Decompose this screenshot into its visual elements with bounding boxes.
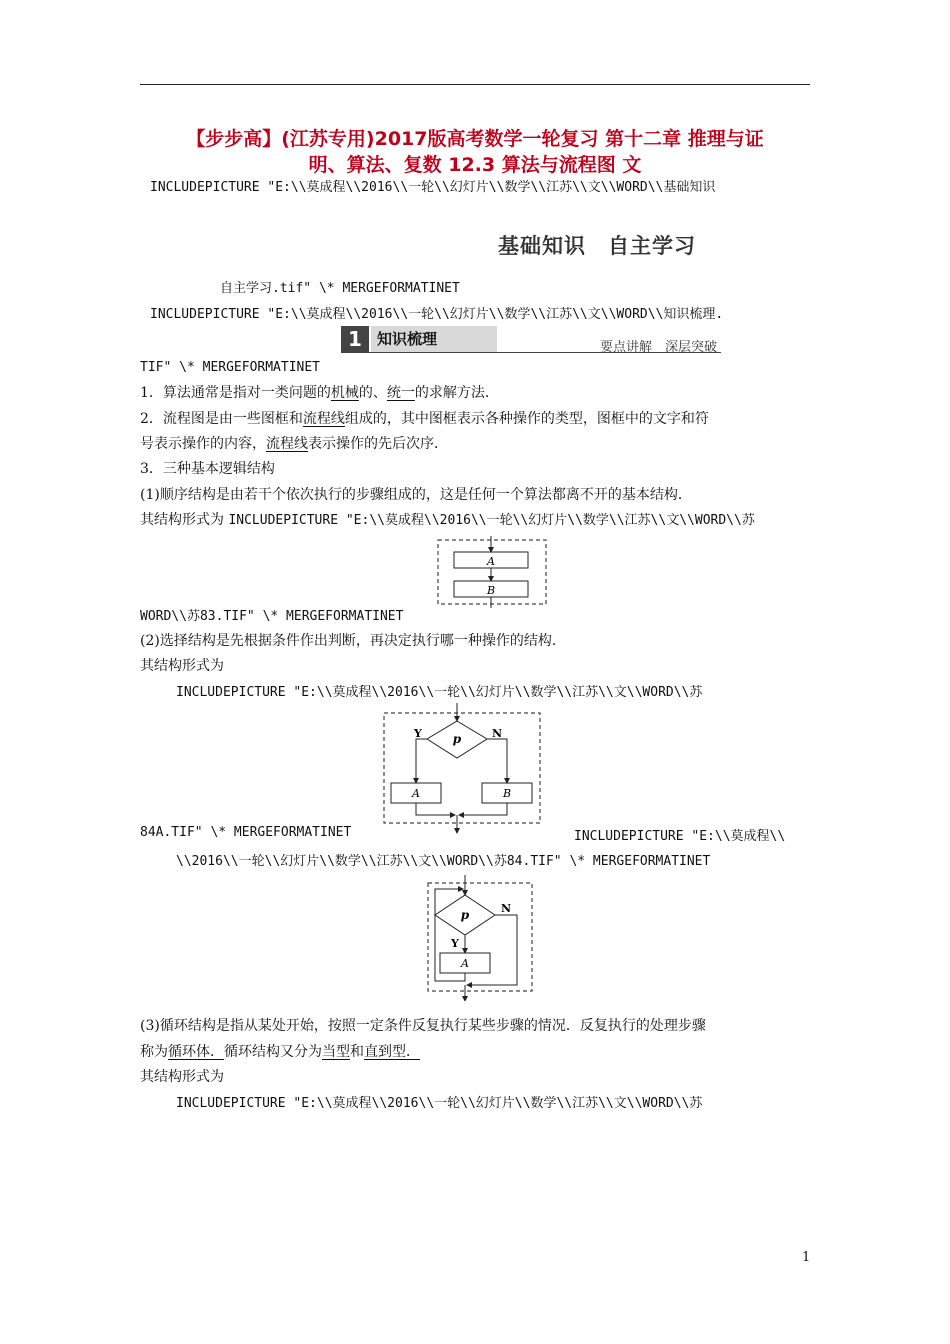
field-code: INCLUDEPICTURE "E:\\莫成程\\2016\\一轮\\幻灯片\\数学\\江苏\\文\\WORD\\苏 bbox=[176, 1096, 703, 1111]
banner-label: 知识梳理 bbox=[371, 326, 497, 352]
sel-cond: p bbox=[452, 732, 462, 746]
paragraph-1: 1．算法通常是指对一类问题的机械的、统一的求解方法． bbox=[140, 385, 499, 401]
loop-structure-diagram bbox=[425, 875, 537, 1001]
field-code: 自主学习.tif" \* MERGEFORMATINET bbox=[220, 281, 460, 296]
field-code: INCLUDEPICTURE "E:\\莫成程\\2016\\一轮\\幻灯片\\数学\\江苏\\文\\WORD\\知识梳理. bbox=[150, 307, 724, 322]
paragraph-3-2b: 其结构形式为 bbox=[140, 658, 224, 674]
field-code: INCLUDEPICTURE "E:\\莫成程\\2016\\一轮\\幻灯片\\数学\\江苏\\文\\WORD\\苏 bbox=[176, 685, 703, 700]
section-heading: 基础知识 自主学习 bbox=[498, 234, 696, 258]
field-code: INCLUDEPICTURE "E:\\莫成程\\2016\\一轮\\幻灯片\\数学\\江苏\\文\\WORD\\基础知识 bbox=[150, 180, 716, 195]
field-code: WORD\\苏83.TIF" \* MERGEFORMATINET bbox=[140, 609, 404, 624]
paragraph-3-3: (3)循环结构是指从某处开始，按照一定条件反复执行某些步骤的情况．反复执行的处理步骤 bbox=[140, 1018, 706, 1034]
field-code: TIF" \* MERGEFORMATINET bbox=[140, 360, 321, 375]
paragraph-2: 2．流程图是由一些图框和流程线组成的，其中图框表示各种操作的类型，图框中的文字和符 bbox=[140, 411, 709, 427]
loop-cond: p bbox=[460, 908, 470, 922]
sel-box-b: B bbox=[502, 787, 512, 800]
paragraph-3-2: (2)选择结构是先根据条件作出判断，再决定执行哪一种操作的结构． bbox=[140, 633, 566, 649]
seq-box-b: B bbox=[486, 584, 496, 597]
sequence-structure-diagram bbox=[436, 536, 548, 608]
field-code: INCLUDEPICTURE "E:\\莫成程\\ bbox=[574, 829, 786, 844]
paragraph-3: 3．三种基本逻辑结构 bbox=[140, 461, 275, 477]
loop-no-label: N bbox=[501, 902, 512, 915]
loop-yes-label: Y bbox=[451, 937, 459, 950]
header-rule bbox=[140, 84, 810, 85]
knowledge-banner bbox=[341, 326, 721, 354]
banner-right: 要点讲解 深层突破 bbox=[599, 340, 717, 355]
paragraph-2-cont: 号表示操作的内容，流程线表示操作的先后次序． bbox=[140, 436, 448, 452]
paragraph-3-3-cont: 称为循环体．循环结构又分为当型和直到型． bbox=[140, 1044, 420, 1060]
banner-number: 1 bbox=[341, 326, 369, 352]
paragraph-3-1b: 其结构形式为 INCLUDEPICTURE "E:\\莫成程\\2016\\一轮\\幻灯片\\数学\\江苏\\文\\WORD\\苏 bbox=[140, 512, 755, 528]
sel-yes-label: Y bbox=[414, 727, 422, 740]
loop-box-a: A bbox=[461, 957, 469, 970]
selection-structure-diagram bbox=[380, 703, 546, 835]
field-code: 84A.TIF" \* MERGEFORMATINET bbox=[140, 825, 352, 840]
sel-no-label: N bbox=[492, 727, 503, 740]
seq-box-a: A bbox=[487, 555, 495, 568]
sel-box-a: A bbox=[412, 787, 420, 800]
paragraph-3-3b: 其结构形式为 bbox=[140, 1069, 224, 1085]
paragraph-3-1: (1)顺序结构是由若干个依次执行的步骤组成的，这是任何一个算法都离不开的基本结构． bbox=[140, 487, 692, 503]
field-code: \\2016\\一轮\\幻灯片\\数学\\江苏\\文\\WORD\\苏84.TIF" \* MERGEFORMATINET bbox=[176, 854, 711, 869]
doc-title-line1: 【步步高】(江苏专用)2017版高考数学一轮复习 第十二章 推理与证 bbox=[186, 128, 764, 150]
page-number: 1 bbox=[802, 1250, 811, 1265]
doc-title-line2: 明、算法、复数 12.3 算法与流程图 文 bbox=[308, 154, 642, 176]
